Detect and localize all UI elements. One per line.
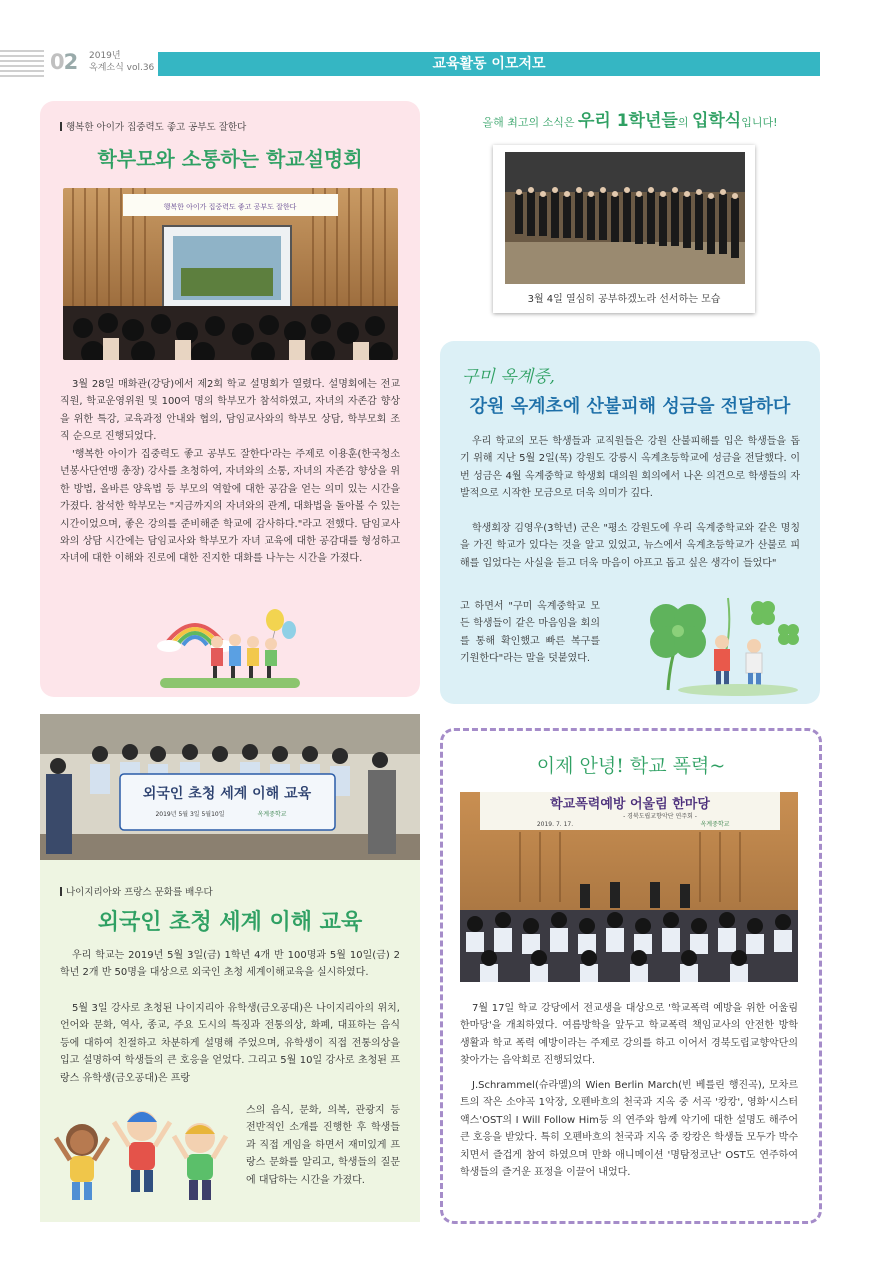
page-number: 02	[50, 50, 78, 74]
school-violence-photo	[460, 792, 798, 982]
section-title: 교육활동 이모저모	[432, 56, 546, 72]
clover-illustration	[608, 590, 808, 700]
article3-title: 강원 옥계초에 산불피해 성금을 전달하다	[469, 396, 791, 417]
parent-meeting-photo	[63, 188, 398, 360]
issue-info	[89, 50, 154, 74]
cartoon-kids-illustration	[50, 1098, 230, 1210]
header-stripes	[0, 50, 44, 78]
article1-paragraph-1: 3월 28일 매화관(강당)에서 제2회 학교 설명회가 열렸다. 설명회에는 전교직원, 학교운영위원 및 100여 명의 학부모가 참석하였고, 자녀의 자존감 향상을 위한 특강, 교육과정 안내와 협의, 담임교사와의 학부모 상담, 학부모회 조직 순으로 진행되었다.	[60, 379, 400, 443]
article1-title: 학부모와 소통하는 학교설명회	[97, 147, 363, 171]
article4-paragraph-1: 우리 학교는 2019년 5월 3일(금) 1학년 4개 반 100명과 5월 10일(금) 2학년 2개 반 50명을 대상으로 외국인 초청 세계이해교육을 실시하였다.	[60, 950, 400, 979]
issue-year: 2019년	[89, 51, 121, 61]
issue-volume: 옥계소식 vol.36	[89, 63, 155, 73]
violence-banner-title: 학교폭력예방 어울림 한마당	[550, 797, 710, 812]
entrance-photo-caption: 3월 4일 열심히 공부하겠노라 선서하는 모습	[527, 294, 721, 305]
world-education-photo	[40, 714, 420, 860]
article5-paragraph-1: 7월 17일 학교 강당에서 전교생을 대상으로 '학교폭력 예방을 위한 어울림 한마당'을 개최하였다. 여름방학을 앞두고 학교폭력 책임교사의 안전한 방학 생활과 학교 폭력 예방이라는 주제로 강의를 하고 이어서 경북도립교향악단의 찾아가는 음악회로 진행되었다.	[460, 1003, 798, 1067]
article4-paragraph-2: 5월 3일 강사로 초청된 나이지리아 유학생(금오공대)은 나이지리아의 위치, 언어와 문화, 역사, 종교, 주요 도시의 특징과 전통의상, 화폐, 대표하는 음식 등에 대하여 친절하고 차분하게 설명해 주었으며, 유학생이 직접 전통의상을 입고 설명하여 학생들의 큰 호응을 얻었다. 그리고 5월 10일 강사로 초청된 프랑스 유학생(금오공대)은 프랑	[60, 1003, 400, 1084]
violence-banner-sub: - 경북도립교향악단 연주회 -	[623, 813, 697, 820]
article5-paragraph-2: J.Schrammel(슈라멜)의 Wien Berlin March(빈 베를린 행진곡), 모차르트의 작은 소야곡 1악장, 오펜바흐의 천국과 지옥 중 서곡 '캉캉', 영화'시스터액스'OST의 I Will Follow Him등 의 연주와 함께 악기에 대한 설명도 해주어 큰 호응을 받았다. 특히 오펜바흐의 천국과 지옥 중 캉캉은 학생들 모두가 박수치면서 즐겁게 참여 하였으며 만화 애니메이션 '명탐정코난' OST도 연주하여 학생들의 즐거운 표정을 이끌어 내었다.	[460, 1080, 798, 1179]
rainbow-kids-illustration	[155, 600, 305, 692]
article1-paragraph-2: '행복한 아이가 집중력도 좋고 공부도 잘한다'라는 주제로 이용훈(한국청소년봉사단연맹 총장) 강사를 초청하여, 자녀와의 소통, 자녀의 자존감 향상을 위한 방법, 올바른 양육법 등 부모의 역할에 대한 공감을 얻는 의미 있는 시간을 가졌다. 참석한 학부모는 "지금까지의 자녀와의 관계, 대화법을 돌아볼 수 있는 시간이었으며, 좋은 강의를 준비해준 학교에 감사하다."라고 전했다. 담임교사와의 상담 시간에는 담임교사와 학부모가 자녀 교육에 대한 공감대를 형성하고 자녀에 대한 이해와 진로에 대한 진지한 대화를 나누는 시간을 가졌다.	[60, 449, 400, 565]
article3-paragraph-2: 학생회장 김영우(3학년) 군은 "평소 강원도에 우리 옥계중학교와 같은 명칭을 가진 학교가 있다는 것을 알고 있었고, 뉴스에서 옥계초등학교가 산불로 피해를 입었다는 사실을 듣고 더욱 마음이 아프고 돕고 싶은 생각이 들었다"	[460, 523, 800, 569]
world-banner-date: 2019년 5월 3일 5월10일	[155, 811, 225, 818]
article4-kicker: 나이지리아와 프랑스 문화를 배우다	[60, 884, 213, 898]
article2-headline: 올해 최고의 소식은 우리 1학년들의 입학식입니다!	[482, 111, 778, 131]
article5-title: 이제 안녕! 학교 폭력~	[536, 755, 726, 777]
world-banner-school: 옥계중학교	[257, 811, 287, 818]
meeting-banner-text: 행복한 아이가 집중력도 좋고 공부도 잘한다	[163, 203, 297, 211]
article1-kicker: 행복한 아이가 집중력도 좋고 공부도 잘한다	[60, 119, 246, 133]
violence-banner-school: 옥계중학교	[700, 821, 730, 828]
entrance-ceremony-photo	[505, 152, 745, 284]
world-banner-title: 외국인 초청 세계 이해 교육	[142, 786, 312, 802]
article3-hand-title: 구미 옥계중,	[462, 367, 555, 387]
article3-paragraph-3: 고 하면서 "구미 옥계중학교 모든 학생들이 같은 마음임을 회의를 통해 확인했고 빠른 복구를 기원한다"라는 말을 덧붙였다.	[460, 601, 600, 665]
article4-title: 외국인 초청 세계 이해 교육	[97, 910, 363, 935]
article4-paragraph-3: 스의 음식, 문화, 의복, 관광지 등 전반적인 소개를 진행한 후 학생들과 직접 게임을 하면서 재미있게 프랑스 문화를 알리고, 학생들의 질문에 대답하는 시간을 가졌다.	[246, 1105, 400, 1186]
article3-paragraph-1: 우리 학교의 모든 학생들과 교직원들은 강원 산불피해를 입은 학생들을 돕기 위해 지난 5월 2일(목) 강원도 강릉시 옥계초등학교에 성금을 전달했다. 이번 성금은 4월 옥계중학교 학생회 대의원 회의에서 나온 의견으로 학생들의 자발적으로 시작한 모금으로 더욱 의미가 깊다.	[460, 436, 800, 500]
violence-banner-date: 2019. 7. 17.	[536, 821, 574, 828]
